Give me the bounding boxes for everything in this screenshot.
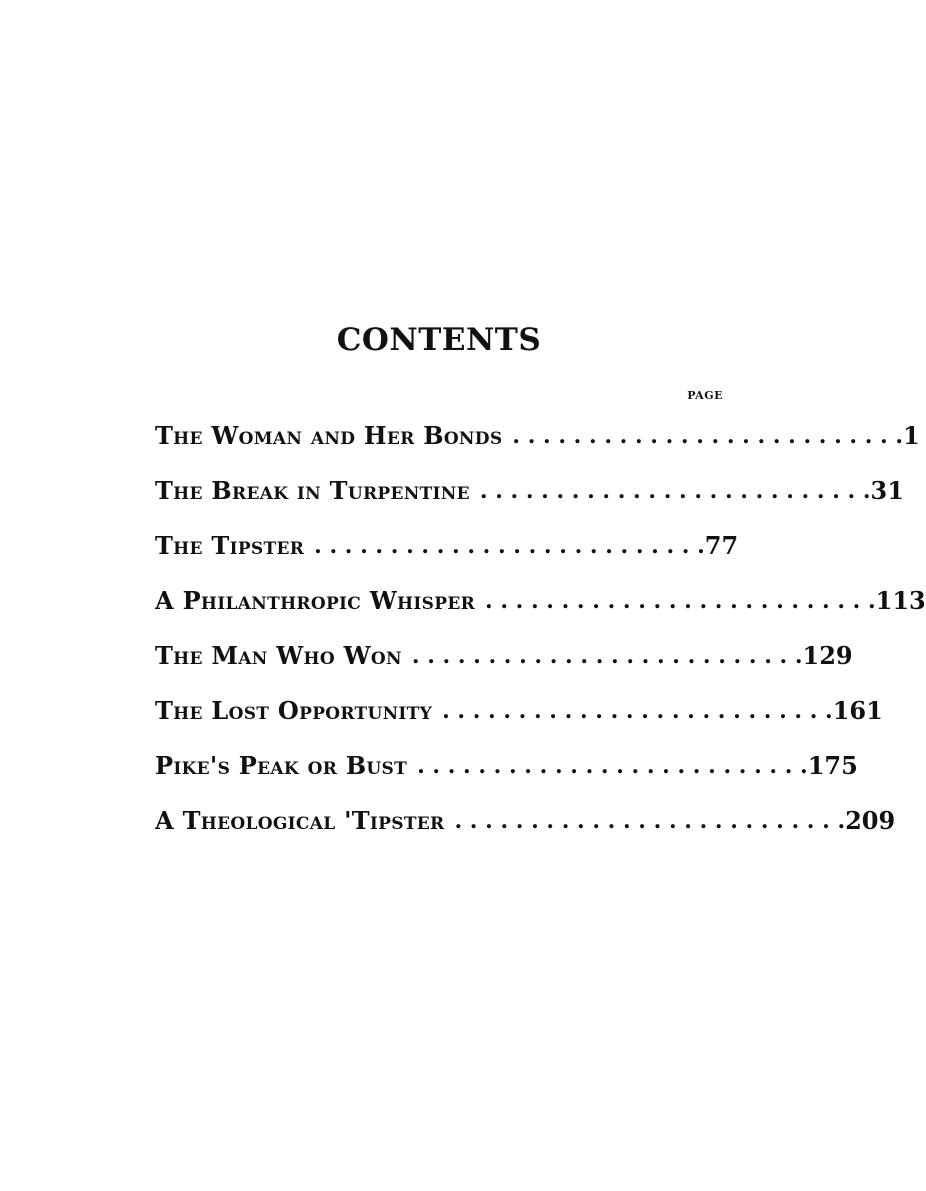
toc-entry <box>155 573 926 628</box>
toc-entry-page: 129 <box>802 641 853 670</box>
dot-leader: . . . . . . . . . . . . . . . . . . . . . . . . . . <box>417 752 808 779</box>
toc-entry-page: 209 <box>845 806 896 835</box>
toc-entry-page: 175 <box>807 751 858 780</box>
dot-leader: . . . . . . . . . . . . . . . . . . . . . . . . . . <box>442 697 833 724</box>
toc-entry <box>155 738 858 793</box>
toc-entry-title: A Theological 'Tipster <box>155 806 445 835</box>
dot-leader: . . . . . . . . . . . . . . . . . . . . . . . . . . <box>485 587 876 614</box>
toc-entry <box>155 408 920 463</box>
dot-leader: . . . . . . . . . . . . . . . . . . . . . . . . . . <box>479 477 871 504</box>
dot-leader: . . . . . . . . . . . . . . . . . . . . . . . . . . <box>411 642 803 669</box>
toc-entry-page: 1 <box>903 421 920 450</box>
toc-entry <box>155 793 896 848</box>
page-column-label: PAGE <box>687 389 723 402</box>
toc-entry <box>155 463 904 518</box>
dot-leader: . . . . . . . . . . . . . . . . . . . . . . . . . . <box>454 807 846 834</box>
toc-entry-title: The Break in Turpentine <box>155 476 470 505</box>
toc-entry-page: 113 <box>875 586 926 615</box>
toc-entry-page: 161 <box>832 696 883 725</box>
toc-entry <box>155 683 883 738</box>
toc-entry-page: 31 <box>870 476 904 505</box>
dot-leader: . . . . . . . . . . . . . . . . . . . . . . . . . . <box>314 532 705 559</box>
toc-entry-title: The Lost Opportunity <box>155 696 433 725</box>
toc-entry-title: The Tipster <box>155 531 305 560</box>
toc-entry-page: 77 <box>704 531 739 560</box>
toc-entry <box>155 628 853 683</box>
toc-entry <box>155 518 739 573</box>
table-of-contents <box>155 408 926 848</box>
toc-entry-title: The Woman and Her Bonds <box>155 421 503 450</box>
toc-entry-title: A Philanthropic Whisper <box>155 586 476 615</box>
contents-heading: CONTENTS <box>336 322 542 358</box>
dot-leader: . . . . . . . . . . . . . . . . . . . . . . . . . . <box>512 422 904 449</box>
toc-entry-title: The Man Who Won <box>155 641 402 670</box>
toc-entry-title: Pike's Peak or Bust <box>155 751 408 780</box>
